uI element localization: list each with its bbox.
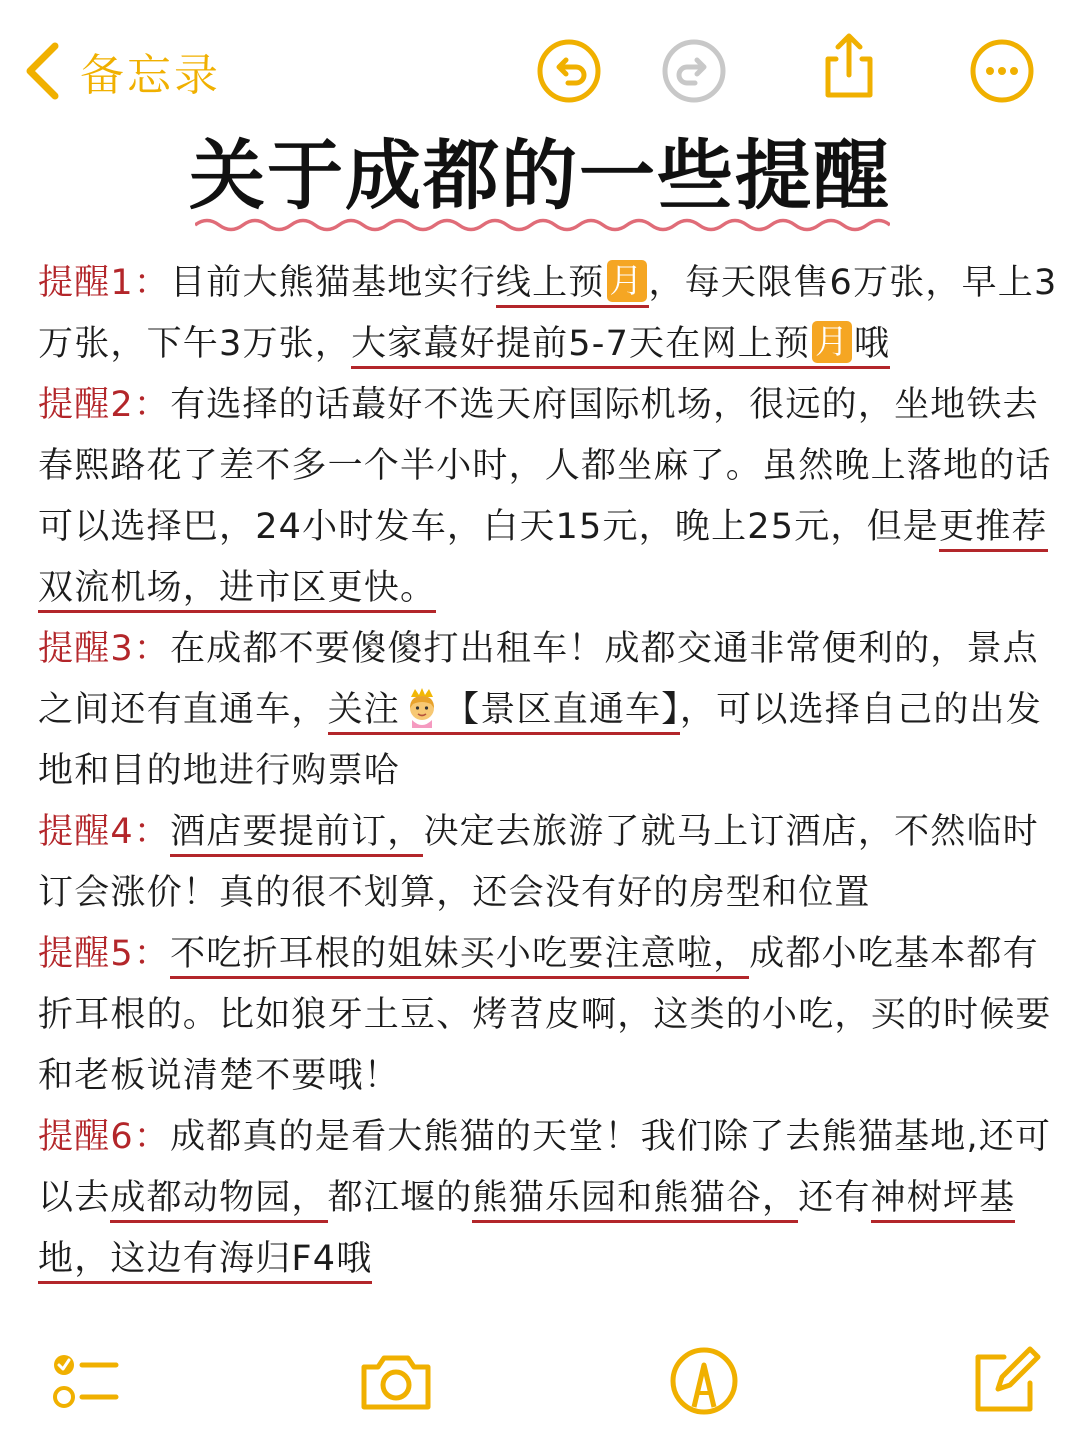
reminder-underlined-text: 熊猫乐园和熊猫谷， (472, 1178, 798, 1223)
reminder-underlined-text: 关注 【景区直通车】 (328, 690, 680, 735)
more-icon (969, 38, 1035, 104)
top-toolbar (0, 0, 1080, 130)
reminder-1 (38, 253, 1068, 375)
share-button[interactable] (816, 30, 882, 96)
reminder-text: ，可以选择自己的出发地和目的地进行购票哈 (38, 690, 1042, 791)
reminder-label: 提醒4： (38, 812, 171, 852)
reminder-4 (38, 802, 1068, 924)
reminder-5 (38, 924, 1068, 1107)
reminder-underlined-text: 大家蕞好提前5-7天在网上预 月 哦 (351, 324, 890, 369)
checklist-icon (46, 1343, 122, 1419)
markup-pen-icon (666, 1343, 742, 1419)
reminder-underlined-text: 酒店要提前订， (170, 812, 423, 857)
reminder-label: 提醒6： (38, 1117, 171, 1157)
reminder-underlined-text: 成都动物园， (110, 1178, 327, 1223)
share-icon (816, 30, 882, 102)
title-wavy-underline (195, 214, 890, 236)
note-body[interactable] (38, 253, 1068, 1290)
reminder-underlined-text: 神树坪基地，这边有海归F4哦 (38, 1178, 1015, 1284)
reminder-label: 提醒3： (38, 629, 171, 669)
reminder-text: 决定去旅游了就马上订酒店，不然临时订会涨价！真的很不划算，还会没有好的房型和位置 (38, 812, 1039, 913)
reminder-underlined-text: 更推荐双流机场，进市区更快。 (38, 507, 1048, 613)
reminder-text: 成都小吃基本都有折耳根的。比如狼牙土豆、烤苕皮啊，这类的小吃，买的时候要和老板说清楚不要哦！ (38, 934, 1052, 1096)
reminder-label: 提醒2： (38, 385, 171, 425)
compose-icon (966, 1343, 1042, 1419)
redo-button[interactable] (661, 38, 727, 104)
reminder-text: ，每天限售6万张，早上3万张，下午3万张， (38, 263, 1058, 364)
reminder-label: 提醒5： (38, 934, 171, 974)
back-label: 备忘录 (80, 50, 221, 101)
markup-button[interactable] (666, 1343, 742, 1419)
reminder-text: 在成都不要傻傻打出租车！成都交通非常便利的，景点之间还有直通车， (38, 629, 1039, 730)
reminder-2 (38, 375, 1068, 619)
back-button[interactable] (22, 36, 221, 106)
chevron-left-icon (22, 40, 62, 102)
reminder-6 (38, 1107, 1068, 1290)
note-title-container (0, 128, 1080, 224)
moon-emoji-icon: 月 (607, 260, 647, 302)
camera-icon (358, 1343, 434, 1419)
reminder-label: 提醒1： (38, 263, 171, 303)
reminder-underlined-text: 不吃折耳根的姐妹买小吃要注意啦， (170, 934, 749, 979)
reminder-text: 成都真的是看大熊猫的天堂！我们除了去熊猫基地,还可以去 (38, 1117, 1052, 1218)
undo-button[interactable] (536, 38, 602, 104)
note-title: 关于成都的一些提醒 (189, 131, 891, 220)
reminder-text: 都江堰的 (327, 1178, 473, 1218)
reminder-text: 目前大熊猫基地实行 (170, 263, 496, 303)
reminder-3 (38, 619, 1068, 802)
checklist-button[interactable] (46, 1343, 122, 1419)
reminder-underlined-text: 线上预 月 (496, 263, 649, 308)
more-button[interactable] (969, 38, 1035, 104)
bottom-toolbar (0, 1335, 1080, 1425)
compose-button[interactable] (966, 1343, 1042, 1419)
princess-emoji-icon (402, 686, 442, 728)
reminder-text: 还有 (798, 1178, 871, 1218)
undo-icon (536, 38, 602, 104)
moon-emoji-icon: 月 (812, 321, 852, 363)
camera-button[interactable] (358, 1343, 434, 1419)
reminder-text: 有选择的话蕞好不选天府国际机场，很远的，坐地铁去春熙路花了差不多一个半小时，人都坐麻了。虽然晚上落地的话可以选择巴，24小时发车，白天15元，晚上25元，但是 (38, 385, 1052, 547)
redo-icon (661, 38, 727, 104)
